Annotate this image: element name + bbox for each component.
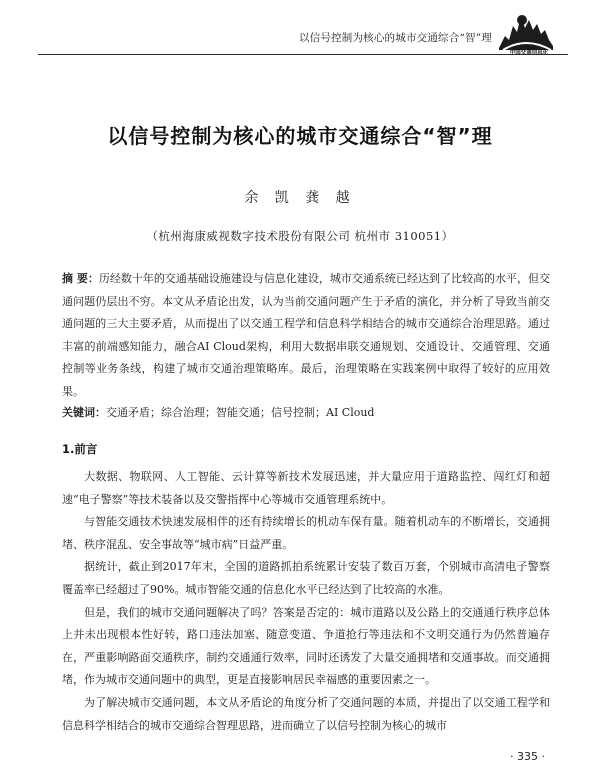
keywords bbox=[62, 403, 550, 423]
abstract bbox=[62, 268, 550, 403]
keywords-text: 交通矛盾；综合治理；智能交通；信号控制；AI Cloud bbox=[106, 406, 375, 419]
running-head: 以信号控制为核心的城市交通综合“智”理 bbox=[298, 32, 492, 44]
body-paragraph: 但是，我们的城市交通问题解决了吗？答案是否定的：城市道路以及公路上的交通通行秩序总体上并未出现根本性好转，路口违法加塞、随意变道、争道抢行等违法和不文明交通行为仍然普遍存在，严重影响路面交通秩序，制约交通通行效率，同时还诱发了大量交通拥堵和交通事故。而交通拥堵，作为城市交通问题中的典型，更是直接影响居民幸福感的重要因素之一。 bbox=[62, 605, 550, 687]
abstract-label: 摘 要： bbox=[62, 272, 99, 285]
article-authors: 余 凯 龚 越 bbox=[244, 190, 356, 206]
abstract-text: 历经数十年的交通基础设施建设与信息化建设，城市交通系统已经达到了比较高的水平，但交通问题仍层出不穷。本文从矛盾论出发，认为当前交通问题产生于矛盾的演化，并分析了导致当前交通问题的三大主要矛盾，从而提出了以交通工程学和信息科学相结合的城市交通综合治理思路。通过丰富的前端感知能力，融合AI Cloud架构，利用大数据串联交通规划、交通设计、交通管理、交通控制等业务条线，构建了城市交通治理策略库。最后，治理策略在实践案例中取得了较好的应用效果。 bbox=[62, 272, 550, 398]
body-paragraph: 大数据、物联网、人工智能、云计算等新技术发展迅速，并大量应用于道路监控、闯红灯和超速“电子警察”等技术装备以及交警指挥中心等城市交通管理系统中。 bbox=[62, 470, 550, 506]
section-heading-introduction: 1.前言 bbox=[62, 442, 98, 456]
page-number: · 335 · bbox=[510, 750, 545, 763]
article-affiliation: （杭州海康威视数字技术股份有限公司 杭州市 310051） bbox=[146, 229, 454, 243]
body-paragraph: 与智能交通技术快速发展相伴的还有持续增长的机动车保有量。随着机动车的不断增长，交通拥堵、秩序混乱、安全事故等“城市病”日益严重。 bbox=[62, 515, 550, 551]
keywords-label: 关键词： bbox=[62, 406, 106, 419]
body-text bbox=[62, 466, 550, 737]
logo-emblem-circle bbox=[517, 15, 527, 25]
journal-logo-text: 中国交通信息化 bbox=[509, 50, 549, 56]
body-paragraph: 为了解决城市交通问题，本文从矛盾论的角度分析了交通问题的本质，并提出了以交通工程学和信息科学相结合的城市交通综合智理思路，进而确立了以信号控制为核心的城市 bbox=[62, 695, 550, 732]
header-rule bbox=[38, 54, 568, 55]
article-title: 以信号控制为核心的城市交通综合“智”理 bbox=[107, 124, 493, 148]
body-paragraph: 据统计，截止到2017年末，全国的道路抓拍系统累计安装了数百万套，个别城市高清电子警察覆盖率已经超过了90%。城市智能交通的信息化水平已经达到了比较高的水准。 bbox=[62, 560, 550, 596]
